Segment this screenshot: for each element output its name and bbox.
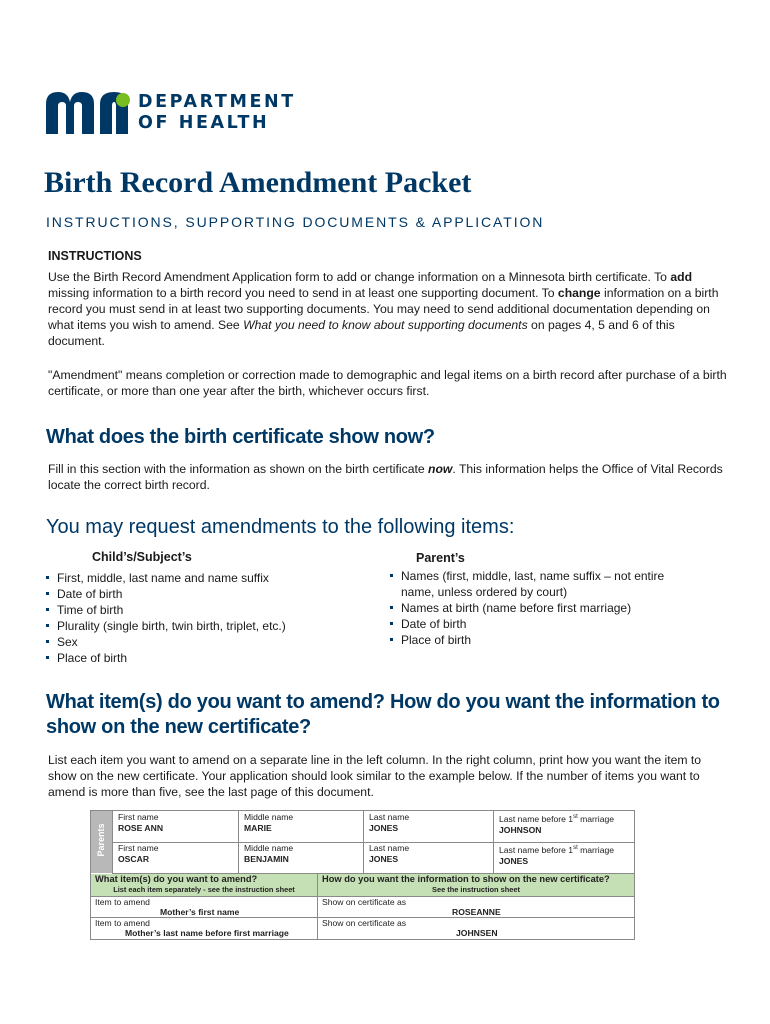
page-title: Birth Record Amendment Packet bbox=[44, 166, 472, 199]
list-item: Names (first, middle, last, name suffix – not entire name, unless ordered by court) bbox=[390, 568, 730, 600]
first-name-cell: First name ROSE ANN bbox=[112, 811, 238, 842]
list-item: Plurality (single birth, twin birth, triplet, etc.) bbox=[46, 618, 346, 634]
first-name-cell: First name OSCAR bbox=[112, 842, 238, 873]
middle-name-cell: Middle name MARIE bbox=[238, 811, 363, 842]
list-item: Names at birth (name before first marriage) bbox=[390, 600, 730, 616]
page-subtitle: INSTRUCTIONS, SUPPORTING DOCUMENTS & APPLICATION bbox=[46, 214, 545, 230]
instructions-paragraph-1: Use the Birth Record Amendment Application form to add or change information on a Minnesota birth certificate. To add missing information to a birth record you need to send in at least one supporting document. To change information on a birth record you must send in at least two supporting documents. You may need to send additional documentation depending on what items you wish to amend. See What you need to know about supporting documents on pages 4, 5 and 6 of this document. bbox=[48, 270, 719, 348]
list-item: Time of birth bbox=[46, 602, 346, 618]
item-to-amend-cell: Item to amend Mother’s last name before first marriage bbox=[91, 918, 318, 939]
list-item: Date of birth bbox=[390, 616, 730, 632]
show-on-certificate-cell: Show on certificate as JOHNSEN bbox=[322, 918, 498, 938]
logo-wordmark bbox=[138, 92, 296, 134]
show-on-certificate-cell: Show on certificate as ROSEANNE bbox=[322, 897, 501, 917]
what-amend-text: List each item you want to amend on a separate line in the left column. In the right column, print how you want the item to show on the new certificate. Your application should look similar to the example below. If the number of items you want to amend is more than five, see the last page of this document. bbox=[48, 753, 702, 799]
last-name-cell: Last name JONES bbox=[363, 842, 493, 873]
instructions-paragraph-2: "Amendment" means completion or correction made to demographic and legal items on a birth record after purchase of a birth certificate, or more than one year after the birth, whichever occurs first. bbox=[48, 368, 727, 398]
list-item: Place of birth bbox=[390, 632, 730, 648]
amend-items-heading: You may request amendments to the following items: bbox=[46, 516, 515, 538]
example-header-row bbox=[91, 874, 634, 897]
child-items-list bbox=[46, 570, 346, 666]
last-name-before-marriage-cell: Last name before 1st marriage JONES bbox=[493, 842, 634, 873]
instructions-label: INSTRUCTIONS bbox=[48, 249, 142, 263]
table-row bbox=[91, 897, 634, 918]
list-item: First, middle, last name and name suffix bbox=[46, 570, 346, 586]
logo-line-1: DEPARTMENT bbox=[138, 92, 296, 112]
table-row bbox=[112, 811, 634, 843]
middle-name-cell: Middle name BENJAMIN bbox=[238, 842, 363, 873]
table-row bbox=[91, 918, 634, 939]
list-item: Sex bbox=[46, 634, 346, 650]
child-column-heading: Child’s/Subject’s bbox=[92, 550, 192, 564]
parents-side-label: Parents bbox=[91, 811, 112, 873]
example-application-table bbox=[90, 810, 635, 940]
last-name-before-marriage-cell: Last name before 1st marriage JOHNSON bbox=[493, 811, 634, 842]
parent-column-heading: Parent’s bbox=[416, 551, 465, 565]
last-name-cell: Last name JONES bbox=[363, 811, 493, 842]
amend-item-header: What item(s) do you want to amend? List each item separately - see the instruction sheet bbox=[91, 874, 318, 896]
item-to-amend-cell: Item to amend Mother’s first name bbox=[91, 897, 318, 918]
show-now-heading: What does the birth certificate show now? bbox=[46, 426, 435, 448]
logo-line-2: OF HEALTH bbox=[138, 113, 270, 133]
table-row bbox=[112, 842, 634, 874]
list-item: Place of birth bbox=[46, 650, 346, 666]
parent-items-list bbox=[390, 568, 730, 648]
show-now-text: Fill in this section with the information as shown on the birth certificate now. This information helps the Office of Vital Records locate the correct birth record. bbox=[48, 462, 723, 492]
list-item: Date of birth bbox=[46, 586, 346, 602]
what-amend-heading: What item(s) do you want to amend? How do you want the information to show on the new certificate? bbox=[46, 691, 720, 738]
show-as-header: How do you want the information to show on the new certificate? See the instruction sheet bbox=[322, 874, 610, 894]
